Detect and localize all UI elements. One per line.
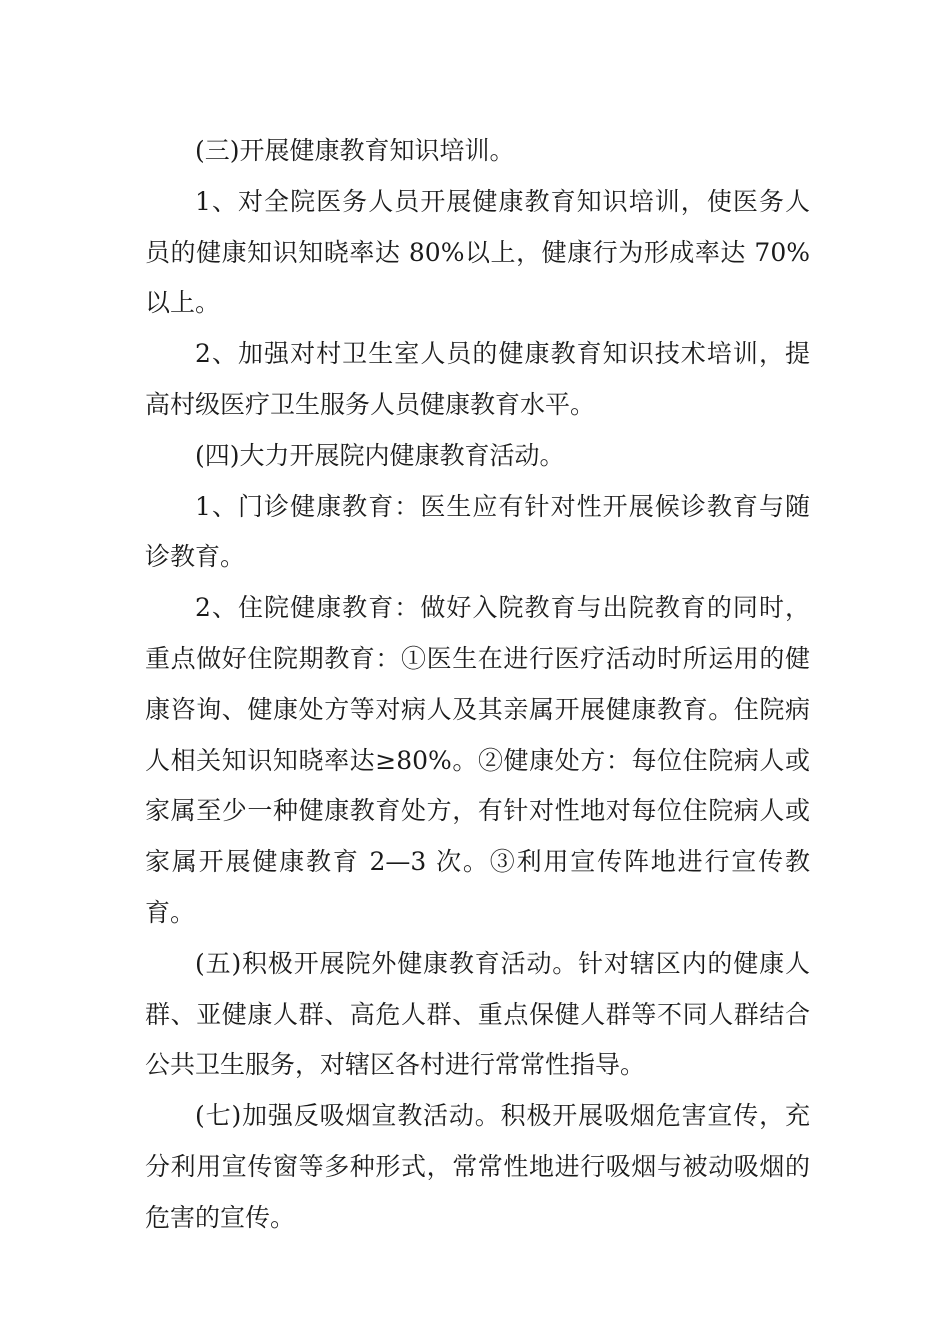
section-heading-7: (七)加强反吸烟宣教活动。积极开展吸烟危害宣传，充分利用宣传窗等多种形式，常常性地进行吸烟与被动吸烟的危害的宣传。 xyxy=(145,1101,810,1232)
paragraph-staff-training: 1、对全院医务人员开展健康教育知识培训，使医务人员的健康知识知晓率达 80%以上，健康行为形成率达 70%以上。 xyxy=(145,186,810,318)
section-heading-4: (四)大力开展院内健康教育活动。 xyxy=(195,440,565,470)
section-heading-3: (三)开展健康教育知识培训。 xyxy=(195,136,515,165)
paragraph-village-training: 2、加强对村卫生室人员的健康教育知识技术培训，提高村级医疗卫生服务人员健康教育水平。 xyxy=(145,339,810,419)
paragraph-outpatient-education: 1、门诊健康教育：医生应有针对性开展候诊教育与随诊教育。 xyxy=(145,491,810,572)
document-body xyxy=(145,126,810,1244)
paragraph-inpatient-education: 2、住院健康教育：做好入院教育与出院教育的同时，重点做好住院期教育：①医生在进行医疗活动时所运用的健康咨询、健康处方等对病人及其亲属开展健康教育。住院病人相关知识知晓率达≥80%。②健康处方：每位住院病人或家属至少一种健康教育处方，有针对性地对每位住院病人或家属开展健康教育 2—3 次。③利用宣传阵地进行宣传教育。 xyxy=(145,593,810,927)
section-heading-5: (五)积极开展院外健康教育活动。针对辖区内的健康人群、亚健康人群、高危人群、重点保健人群等不同人群结合公共卫生服务，对辖区各村进行常常性指导。 xyxy=(145,948,810,1080)
